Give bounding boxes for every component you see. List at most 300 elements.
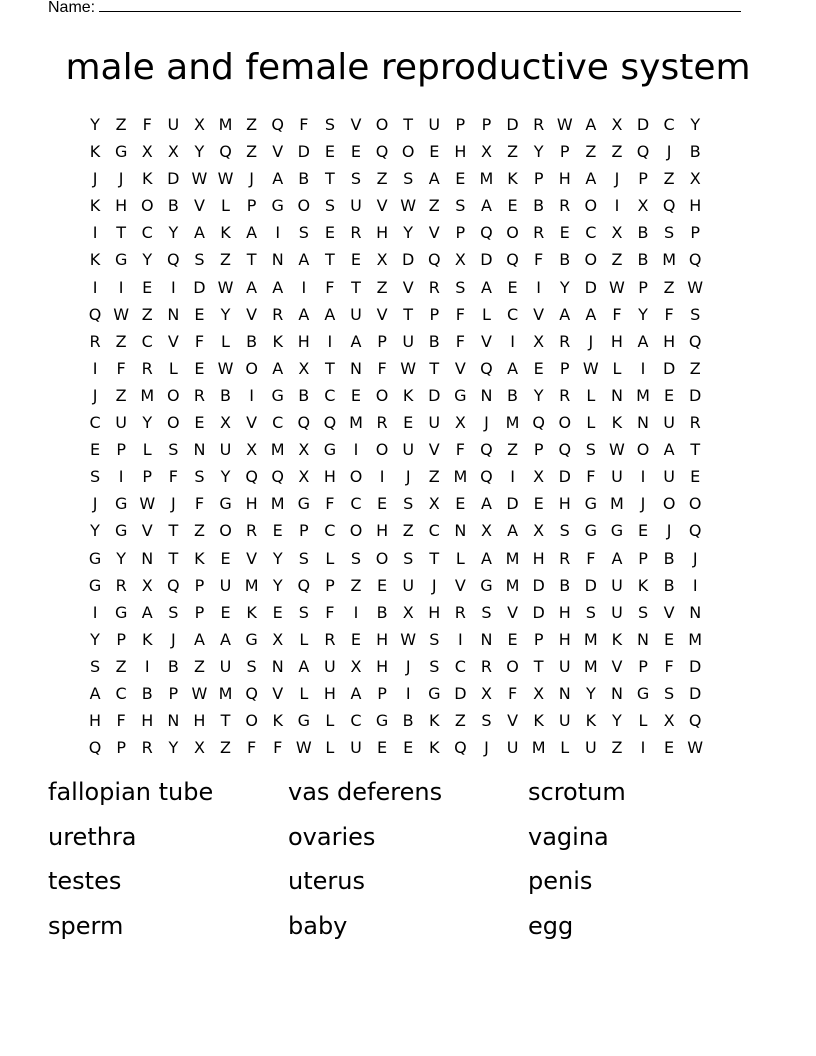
- grid-letter: U: [506, 738, 519, 758]
- grid-letter: K: [533, 711, 544, 731]
- grid-letter: A: [298, 656, 310, 676]
- grid-letter: Y: [638, 304, 648, 324]
- grid-letter: X: [298, 440, 310, 460]
- grid-letter: B: [376, 602, 388, 622]
- grid-letter: M: [505, 413, 520, 433]
- grid-letter: Y: [403, 223, 414, 243]
- grid-letter: C: [428, 521, 440, 541]
- grid-letter: G: [323, 440, 337, 460]
- grid-letter: U: [428, 413, 441, 433]
- grid-letter: B: [402, 711, 414, 731]
- grid-letter: K: [141, 629, 153, 649]
- grid-row: [82, 653, 708, 680]
- grid-letter: H: [454, 142, 467, 162]
- grid-letter: R: [376, 413, 388, 433]
- grid-letter: H: [245, 494, 258, 514]
- grid-letter: Y: [168, 738, 179, 758]
- grid-letter: E: [272, 602, 283, 622]
- grid-letter: W: [191, 169, 208, 189]
- grid-letter: M: [505, 575, 520, 595]
- grid-letter: I: [353, 602, 359, 622]
- word-list-item: vagina: [528, 822, 609, 851]
- grid-letter: Z: [350, 575, 362, 595]
- grid-letter: H: [376, 521, 389, 541]
- grid-letter: J: [588, 331, 594, 351]
- grid-letter: E: [559, 223, 570, 243]
- grid-letter: M: [218, 115, 233, 134]
- grid-letter: I: [692, 575, 698, 595]
- grid-letter: F: [116, 358, 126, 378]
- grid-letter: V: [533, 304, 545, 324]
- grid-letter: M: [349, 413, 363, 433]
- grid-letter: S: [298, 548, 309, 568]
- grid-letter: R: [533, 115, 545, 134]
- grid-letter: E: [220, 602, 231, 622]
- grid-letter: P: [533, 440, 544, 460]
- grid-letter: T: [168, 548, 179, 568]
- grid-letter: A: [246, 223, 258, 243]
- grid-letter: J: [666, 142, 672, 162]
- grid-letter: A: [350, 331, 362, 351]
- grid-letter: G: [297, 494, 310, 514]
- grid-letter: X: [141, 575, 153, 595]
- grid-letter: I: [92, 602, 98, 622]
- grid-letter: O: [349, 521, 363, 541]
- grid-letter: K: [272, 711, 283, 731]
- grid-letter: W: [295, 738, 312, 758]
- grid-letter: J: [170, 494, 176, 514]
- grid-letter: F: [142, 115, 152, 134]
- grid-letter: E: [690, 467, 701, 487]
- grid-letter: A: [480, 494, 492, 514]
- grid-letter: R: [272, 304, 284, 324]
- grid-letter: Y: [272, 548, 283, 568]
- grid-letter: F: [325, 602, 335, 622]
- grid-letter: K: [611, 629, 623, 649]
- grid-letter: O: [375, 548, 389, 568]
- grid-letter: M: [140, 385, 155, 405]
- grid-letter: J: [92, 385, 98, 405]
- grid-letter: C: [115, 683, 127, 703]
- grid-letter: U: [428, 115, 441, 134]
- grid-letter: A: [585, 304, 597, 324]
- grid-letter: H: [89, 711, 102, 731]
- grid-letter: F: [325, 277, 335, 297]
- grid-letter: K: [194, 548, 205, 568]
- grid-letter: U: [611, 467, 623, 487]
- grid-letter: V: [428, 440, 440, 460]
- grid-letter: U: [350, 304, 362, 324]
- grid-letter: S: [481, 602, 492, 622]
- grid-letter: A: [480, 196, 492, 216]
- grid-letter: I: [275, 223, 281, 243]
- grid-letter: D: [506, 115, 519, 134]
- grid-letter: X: [167, 142, 179, 162]
- grid-letter: E: [664, 629, 675, 649]
- grid-letter: X: [193, 738, 205, 758]
- grid-letter: X: [350, 656, 362, 676]
- grid-letter: X: [689, 169, 701, 189]
- grid-letter: C: [324, 385, 336, 405]
- grid-letter: E: [350, 250, 362, 270]
- grid-letter: H: [376, 629, 389, 649]
- grid-letter: Z: [611, 738, 623, 758]
- grid-letter: O: [140, 196, 154, 216]
- grid-letter: Q: [532, 413, 545, 433]
- grid-letter: P: [142, 467, 153, 487]
- grid-letter: E: [220, 548, 231, 568]
- grid-letter: F: [612, 304, 622, 324]
- grid-letter: S: [403, 494, 414, 514]
- grid-letter: Q: [688, 521, 702, 541]
- word-list-item: egg: [528, 911, 574, 940]
- grid-letter: B: [533, 196, 545, 216]
- grid-letter: R: [559, 196, 571, 216]
- grid-letter: S: [298, 602, 309, 622]
- grid-letter: R: [350, 223, 362, 243]
- grid-letter: F: [273, 738, 283, 758]
- grid-letter: G: [114, 142, 128, 162]
- grid-letter: D: [297, 142, 310, 162]
- grid-letter: Y: [220, 467, 231, 487]
- grid-letter: V: [141, 521, 153, 541]
- grid-letter: U: [219, 656, 232, 676]
- grid-letter: X: [220, 413, 231, 433]
- grid-letter: X: [428, 494, 440, 514]
- grid-letter: Z: [246, 115, 258, 134]
- grid-letter: P: [638, 169, 648, 189]
- grid-letter: G: [271, 196, 284, 216]
- grid-letter: E: [664, 385, 675, 405]
- grid-letter: D: [428, 385, 441, 405]
- grid-letter: H: [193, 711, 206, 731]
- grid-letter: O: [688, 494, 702, 514]
- word-list-item: penis: [528, 867, 593, 895]
- grid-letter: X: [611, 223, 623, 243]
- grid-letter: B: [663, 548, 675, 568]
- grid-letter: C: [350, 711, 362, 731]
- grid-row: [82, 436, 708, 463]
- grid-letter: J: [405, 467, 411, 487]
- grid-letter: K: [429, 738, 440, 758]
- grid-letter: T: [429, 358, 440, 378]
- grid-letter: D: [454, 683, 467, 703]
- grid-letter: R: [141, 738, 153, 758]
- grid-letter: F: [299, 115, 309, 134]
- grid-letter: Q: [688, 250, 702, 270]
- grid-letter: G: [636, 683, 650, 703]
- grid-letter: X: [533, 683, 545, 703]
- grid-letter: E: [455, 494, 466, 514]
- grid-letter: Z: [428, 196, 440, 216]
- grid-letter: B: [663, 575, 675, 595]
- grid-letter: D: [662, 358, 676, 378]
- grid-letter: C: [454, 656, 466, 676]
- grid-letter: V: [663, 602, 675, 622]
- grid-letter: Z: [193, 656, 205, 676]
- grid-letter: K: [429, 711, 440, 731]
- grid-letter: P: [559, 358, 570, 378]
- grid-letter: U: [219, 440, 232, 460]
- grid-letter: O: [506, 656, 519, 676]
- word-list-item: scrotum: [528, 778, 626, 806]
- grid-letter: A: [220, 629, 231, 649]
- grid-letter: J: [614, 169, 620, 189]
- grid-letter: A: [611, 548, 623, 568]
- grid-letter: L: [455, 548, 465, 568]
- grid-letter: I: [92, 358, 98, 378]
- grid-letter: W: [113, 304, 130, 324]
- grid-letter: Y: [220, 304, 231, 324]
- grid-letter: Q: [245, 467, 258, 487]
- grid-row: [82, 734, 708, 761]
- grid-letter: A: [428, 169, 440, 189]
- grid-row: [82, 328, 708, 355]
- grid-letter: I: [640, 738, 646, 758]
- grid-letter: W: [139, 494, 156, 514]
- grid-letter: R: [480, 656, 493, 676]
- word-list-item: ovaries: [288, 822, 376, 851]
- grid-letter: Y: [272, 575, 283, 595]
- grid-letter: Q: [271, 467, 284, 487]
- grid-letter: B: [507, 385, 519, 405]
- grid-letter: A: [272, 169, 284, 189]
- grid-letter: S: [350, 548, 362, 568]
- grid-letter: D: [584, 277, 597, 297]
- grid-letter: I: [614, 196, 620, 216]
- grid-letter: E: [533, 358, 544, 378]
- grid-letter: A: [507, 521, 519, 541]
- grid-letter: S: [403, 548, 414, 568]
- grid-letter: N: [271, 250, 284, 270]
- grid-letter: U: [558, 656, 571, 676]
- grid-letter: P: [638, 656, 648, 676]
- grid-letter: L: [299, 683, 309, 703]
- grid-letter: Z: [376, 277, 388, 297]
- grid-letter: J: [92, 169, 98, 189]
- grid-letter: J: [666, 521, 672, 541]
- grid-letter: F: [247, 738, 257, 758]
- grid-row: [82, 219, 708, 246]
- grid-letter: N: [454, 521, 467, 541]
- grid-letter: C: [89, 413, 101, 433]
- grid-letter: I: [170, 277, 176, 297]
- grid-letter: R: [115, 575, 127, 595]
- grid-row: [82, 707, 708, 734]
- grid-letter: F: [455, 440, 465, 460]
- grid-letter: O: [219, 521, 232, 541]
- grid-letter: M: [688, 629, 703, 649]
- grid-letter: M: [479, 169, 494, 189]
- grid-letter: V: [611, 656, 623, 676]
- grid-letter: E: [507, 629, 518, 649]
- grid-letter: Z: [115, 656, 127, 676]
- grid-letter: Q: [167, 250, 180, 270]
- grid-letter: T: [246, 250, 257, 270]
- grid-letter: Q: [297, 575, 311, 595]
- grid-letter: K: [89, 196, 101, 216]
- grid-letter: V: [376, 304, 388, 324]
- grid-letter: B: [637, 250, 649, 270]
- grid-letter: Q: [454, 738, 467, 758]
- grid-letter: V: [376, 196, 388, 216]
- grid-letter: D: [193, 277, 206, 297]
- grid-letter: A: [272, 277, 284, 297]
- grid-letter: S: [455, 277, 466, 297]
- grid-letter: N: [167, 304, 180, 324]
- grid-letter: I: [353, 440, 359, 460]
- grid-letter: X: [272, 629, 284, 649]
- grid-letter: X: [637, 196, 649, 216]
- grid-letter: K: [585, 711, 597, 731]
- grid-letter: H: [376, 223, 389, 243]
- grid-letter: R: [689, 413, 701, 433]
- grid-letter: A: [193, 223, 205, 243]
- grid-letter: Y: [142, 250, 153, 270]
- grid-letter: Q: [167, 575, 180, 595]
- grid-letter: W: [217, 169, 234, 189]
- grid-letter: R: [428, 277, 440, 297]
- grid-letter: N: [610, 683, 623, 703]
- grid-letter: O: [584, 196, 598, 216]
- grid-letter: N: [350, 358, 362, 378]
- grid-letter: P: [116, 440, 126, 460]
- grid-letter: K: [272, 331, 283, 351]
- grid-letter: F: [455, 331, 465, 351]
- grid-letter: P: [690, 223, 701, 243]
- grid-letter: Q: [506, 250, 519, 270]
- grid-letter: E: [403, 738, 414, 758]
- grid-letter: X: [480, 683, 492, 703]
- grid-letter: K: [220, 223, 231, 243]
- grid-row: [82, 680, 708, 707]
- grid-letter: W: [556, 115, 573, 134]
- grid-letter: E: [272, 521, 283, 541]
- grid-letter: U: [584, 738, 597, 758]
- grid-letter: Z: [402, 521, 414, 541]
- grid-letter: A: [298, 250, 310, 270]
- grid-letter: S: [455, 196, 466, 216]
- grid-letter: H: [558, 169, 571, 189]
- grid-letter: M: [218, 683, 233, 703]
- grid-letter: S: [246, 656, 257, 676]
- grid-letter: L: [586, 413, 596, 433]
- grid-letter: W: [191, 683, 208, 703]
- grid-letter: U: [402, 331, 415, 351]
- grid-letter: G: [114, 521, 128, 541]
- grid-letter: P: [638, 548, 648, 568]
- grid-letter: M: [583, 629, 598, 649]
- grid-letter: U: [663, 413, 675, 433]
- grid-letter: J: [484, 738, 489, 758]
- grid-letter: D: [636, 115, 650, 134]
- grid-letter: X: [454, 250, 466, 270]
- grid-letter: O: [401, 142, 415, 162]
- grid-letter: R: [246, 521, 258, 541]
- grid-letter: H: [558, 494, 571, 514]
- grid-letter: Y: [533, 385, 544, 405]
- grid-letter: C: [141, 223, 153, 243]
- grid-letter: A: [507, 358, 519, 378]
- grid-letter: A: [324, 304, 336, 324]
- grid-letter: Q: [480, 358, 493, 378]
- grid-letter: A: [298, 304, 310, 324]
- grid-letter: T: [690, 440, 701, 460]
- grid-letter: V: [350, 115, 362, 134]
- grid-letter: D: [402, 250, 415, 270]
- grid-letter: Q: [427, 250, 441, 270]
- grid-letter: T: [403, 304, 414, 324]
- grid-letter: E: [89, 440, 101, 460]
- grid-letter: M: [270, 494, 285, 514]
- grid-letter: Z: [115, 115, 127, 134]
- grid-letter: K: [637, 575, 649, 595]
- grid-letter: A: [89, 683, 101, 703]
- grid-letter: V: [507, 602, 519, 622]
- grid-letter: L: [560, 738, 570, 758]
- grid-letter: I: [405, 683, 411, 703]
- grid-letter: L: [481, 304, 491, 324]
- grid-letter: I: [92, 277, 98, 297]
- grid-row: [82, 382, 708, 409]
- grid-letter: F: [194, 331, 205, 351]
- word-list-item: sperm: [48, 911, 124, 940]
- grid-letter: E: [455, 169, 466, 189]
- grid-letter: X: [402, 602, 414, 622]
- grid-letter: P: [533, 169, 544, 189]
- grid-letter: D: [532, 575, 545, 595]
- grid-letter: V: [272, 683, 284, 703]
- grid-letter: Q: [245, 683, 258, 703]
- grid-letter: L: [168, 358, 178, 378]
- grid-letter: T: [351, 277, 361, 297]
- grid-letter: I: [379, 467, 385, 487]
- grid-letter: O: [297, 196, 311, 216]
- grid-letter: U: [167, 115, 180, 134]
- grid-letter: R: [533, 223, 545, 243]
- grid-letter: E: [429, 142, 440, 162]
- grid-letter: Z: [115, 331, 127, 351]
- grid-letter: W: [400, 629, 417, 649]
- grid-letter: S: [403, 169, 414, 189]
- grid-letter: K: [611, 413, 623, 433]
- grid-letter: K: [89, 250, 101, 270]
- grid-letter: Z: [689, 358, 701, 378]
- puzzle-title: male and female reproductive system: [65, 47, 751, 88]
- grid-letter: N: [480, 385, 493, 405]
- grid-letter: X: [480, 142, 492, 162]
- grid-letter: G: [114, 250, 128, 270]
- grid-letter: M: [662, 250, 677, 270]
- grid-letter: J: [484, 413, 489, 433]
- grid-letter: G: [88, 575, 102, 595]
- grid-letter: Q: [480, 467, 493, 487]
- grid-letter: I: [144, 656, 150, 676]
- grid-letter: V: [272, 142, 284, 162]
- grid-letter: R: [141, 358, 153, 378]
- grid-letter: S: [324, 115, 335, 134]
- grid-letter: U: [324, 656, 336, 676]
- grid-letter: I: [327, 331, 333, 351]
- grid-letter: W: [687, 738, 704, 758]
- grid-letter: R: [559, 385, 571, 405]
- grid-letter: Y: [116, 548, 127, 568]
- grid-letter: A: [559, 304, 571, 324]
- grid-letter: L: [586, 385, 596, 405]
- grid-letter: G: [271, 385, 284, 405]
- grid-letter: A: [480, 277, 492, 297]
- grid-row: [82, 599, 708, 626]
